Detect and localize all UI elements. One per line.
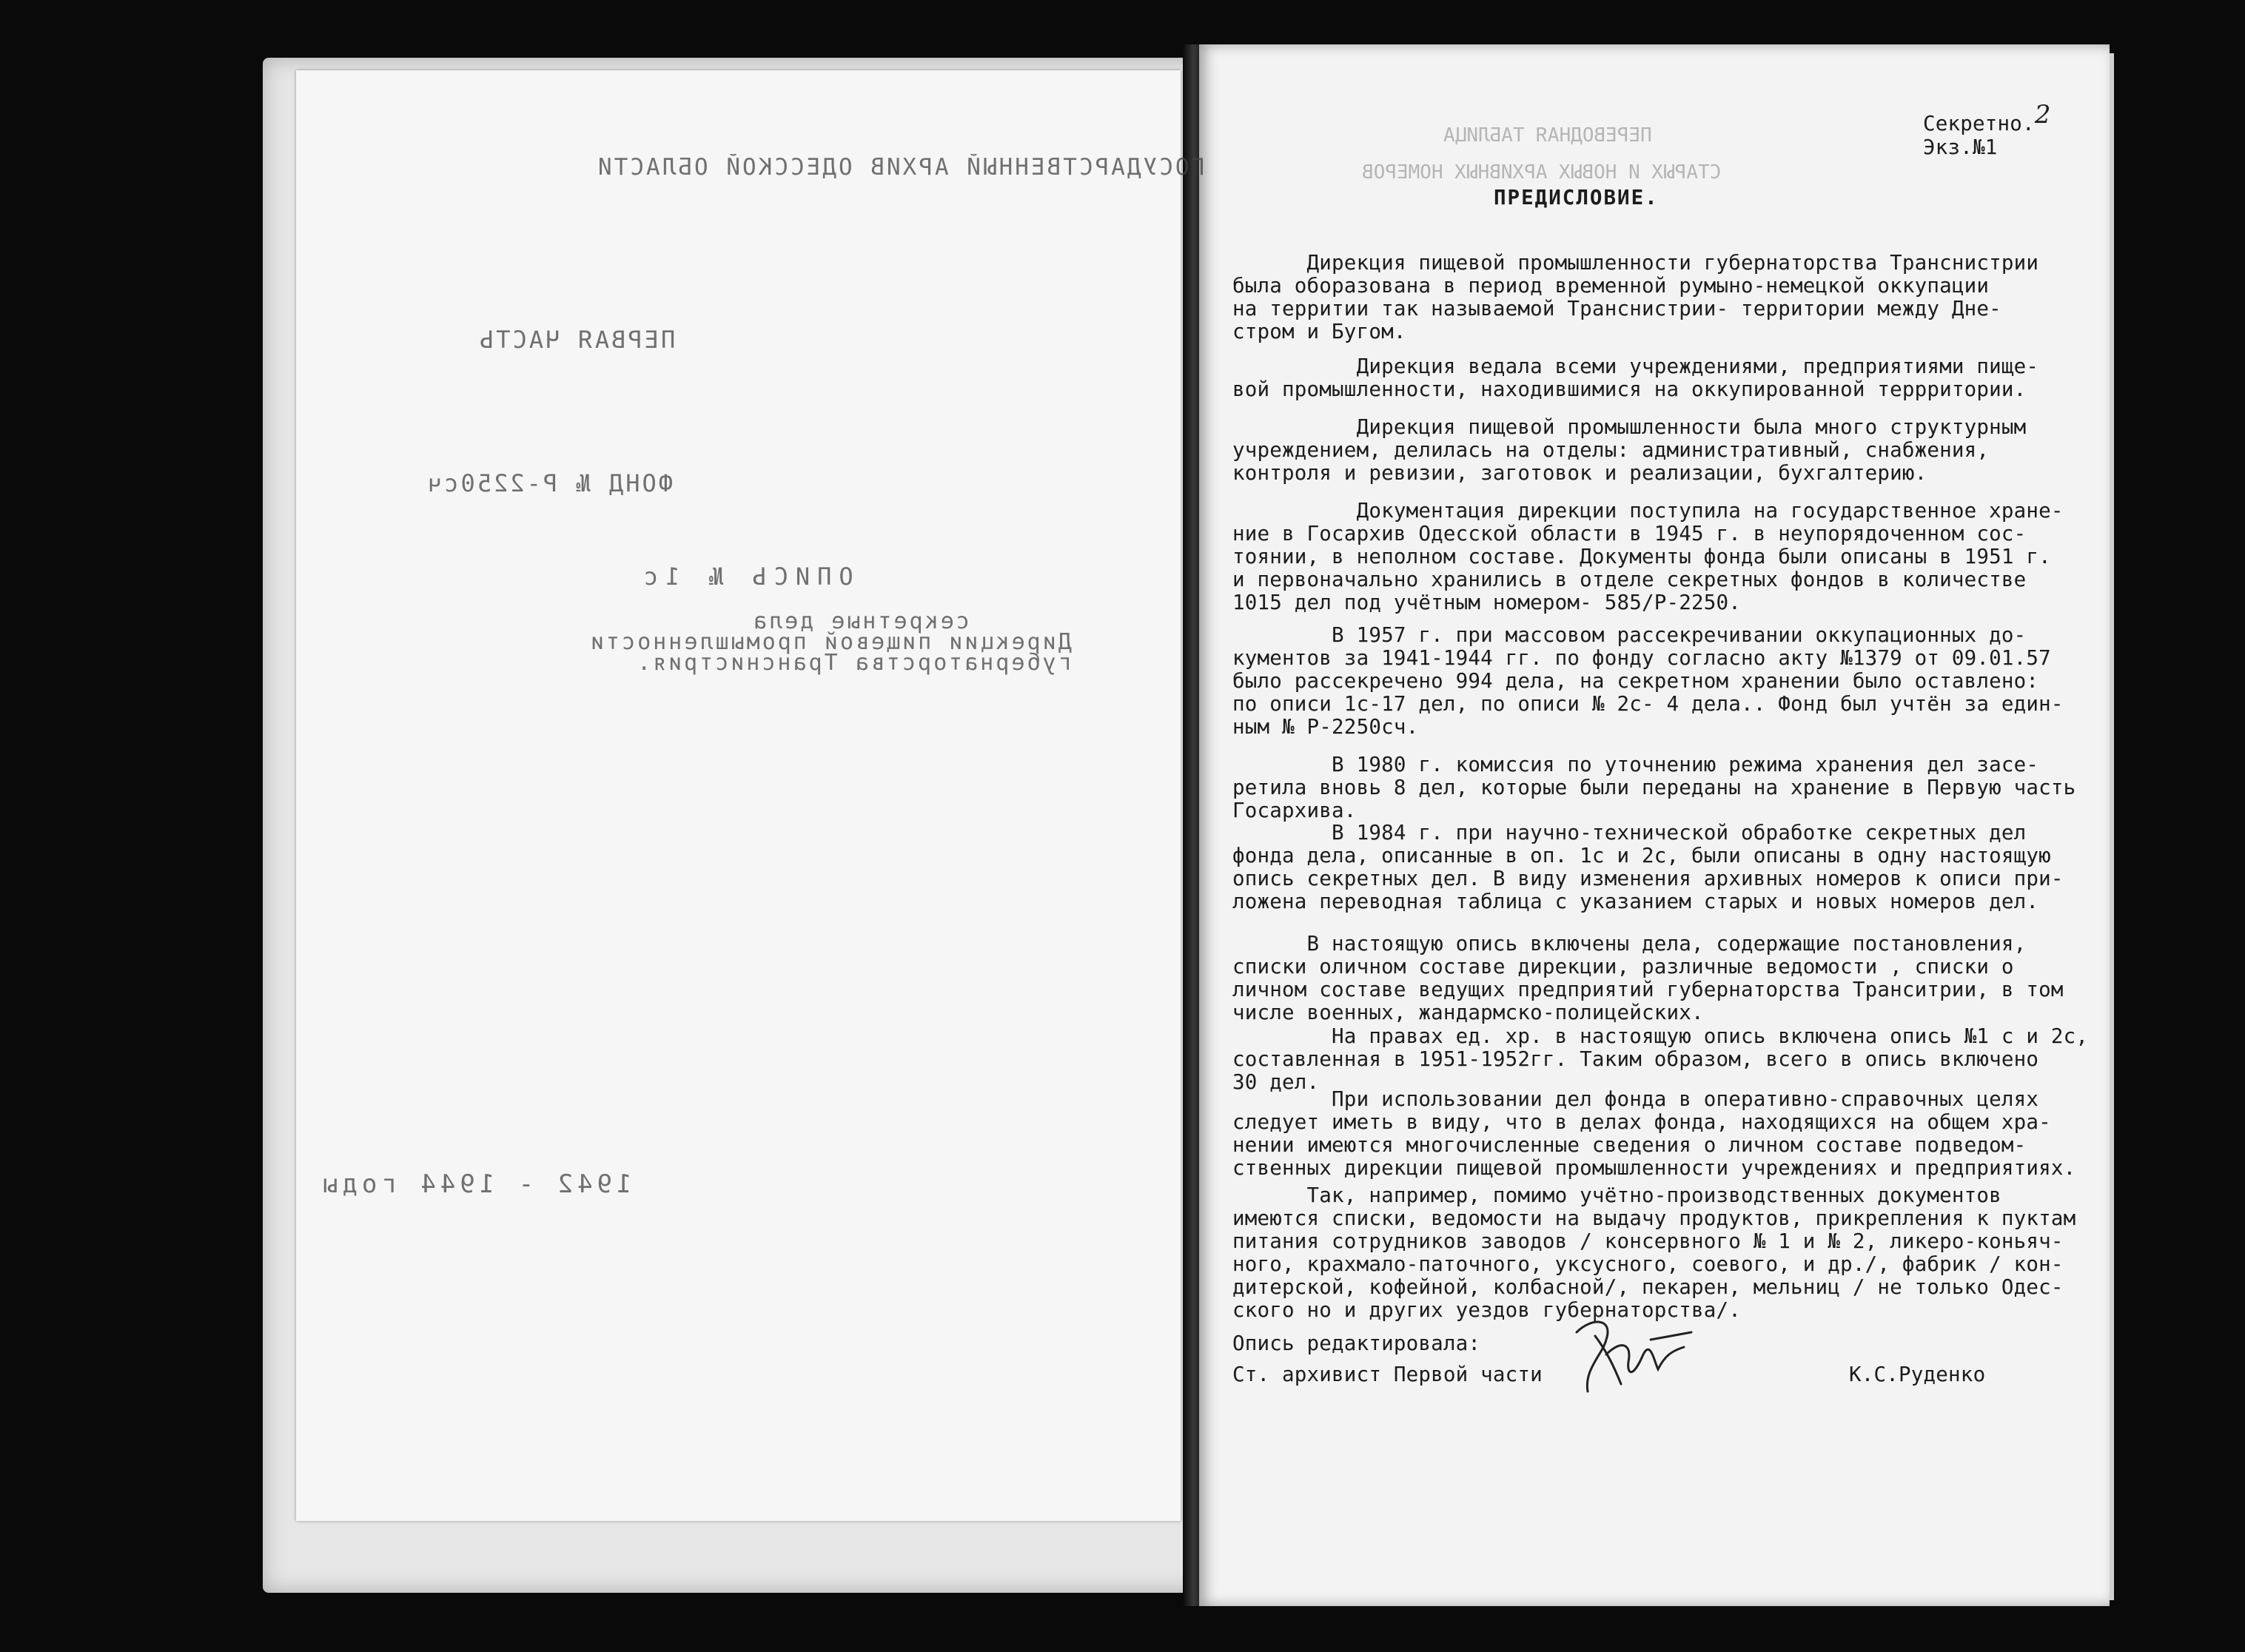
page-edge [2110,53,2114,1600]
paragraph-11: Так, например, помимо учётно-производственных документов имеются списки, ведомости на выдачу продуктов, прикрепления к пуктам питания сотрудников заводов / консервного № 1 и № 2, ликеро-коньяч- ного, крахмало-паточного, уксусного, соевого, и др./, фабрик / кон- дитерской, кофейной, колбасной/, пекарен, мельниц / не только Одес- ского но и других уездов губернаторства/. [1232,1183,2076,1323]
subtitle-line-3: губернаторства Транснистрия. [635,650,1072,676]
signature-title: Ст. архивист Первой части [1232,1363,1543,1386]
paragraph-2: Дирекция ведала всеми учреждениями, предприятиями пище- вой промышленности, находившимися на оккупированной террритории. [1232,355,2039,402]
paragraph-9: На правах ед. хр. в настоящую опись включена опись №1 с и 2с, составленная в 1951-1952гг. Таким образом, всего в опись включено 30 дел. [1232,1024,2089,1095]
years-range: 1942 - 1944 годы [318,1169,632,1199]
paragraph-1: Дирекция пищевой промышленности губернаторства Транснистрии была оборазована в период временной румыно-немецкой оккупации на территии так называемой Транснистрии- территории между Дне- стром и Бугом. [1232,251,2039,344]
paragraph-5: В 1957 г. при массовом рассекречивании оккупационных до- кументов за 1941-1944 гг. по фонду согласно акту №1379 от 09.01.57 было рассекречено 994 дела, на секретном хранении было оставлено: по описи 1с-17 дел, по описи № 2с- 4 дела.. Фонд был учтён за един- ным № Р-2250сч. [1232,623,2064,739]
paragraph-8: В настоящую опись включены дела, содержащие постановления, списки оличном составе дирекции, различные ведомости , списки о личном составе ведущих предприятий губернаторства Транситрии, в том числе военных, жандармско-полицейских. [1232,932,2064,1025]
paragraph-6: В 1980 г. комиссия по уточнению режима хранения дел засе- ретила вновь 8 дел, которые были переданы на хранение в Первую часть Госархива. [1232,753,2076,823]
subtitle-line-2: Дирекции пищевой промышленности [588,629,1072,655]
secrecy-stamp [1923,100,2051,160]
signature-label: Опись редактировала: [1232,1332,1481,1355]
handwritten-signature-icon [1562,1310,1710,1406]
document-heading: ПРЕДИСЛОВИЕ. [1494,186,1659,209]
page-number: 2 [2034,100,2051,130]
subtitle-line-1: секретные дела [751,608,970,634]
secrecy-label: Секретно. [1923,112,2035,135]
paragraph-3: Дирекция пищевой промышленности была много структурным учреждением, делилась на отделы: административный, снабжения, контроля и ревизии, заготовок и реализации, бухгалтерию. [1232,415,2027,486]
part-label: ПЕРВАЯ ЧАСТЬ [477,326,676,354]
archive-name: ГОСУДАРСТВЕННЫЙ АРХИВ ОДЕССКОЙ ОБЛАСТИ [596,154,1206,181]
left-page [296,70,1181,1521]
ghost-text-1: ПЕРЕВОДНАЯ ТАБЛИЦА [1443,124,1652,147]
opis-number: ОПИСЬ № 1с [637,563,853,591]
paragraph-4: Документация дирекции поступила на государственное хране- ние в Госархив Одесской области в 1945 г. в неупорядоченном сос- тоянии, в неполном составе. Документы фонда были описаны в 1951 г. и первоначально хранились в отделе секретных фондов в количестве 1015 дел под учётным номером- 585/Р-2250. [1232,499,2064,615]
paragraph-7: В 1984 г. при научно-технической обработке секретных дел фонда дела, описанные в оп. 1с и 2с, были описаны в одну настоящую опись секретных дел. В виду изменения архивных номеров к описи при- ложена переводная таблица с указанием старых и новых номеров дел. [1232,821,2064,914]
ghost-text-2: СТАРЫХ И НОВЫХ АРХИВНЫХ НОМЕРОВ [1362,161,1722,184]
paragraph-10: При использовании дел фонда в оперативно-справочных целях следует иметь в виду, что в делах фонда, находящихся на общем хра- нении имеются многочисленные сведения о личном составе подведом- ственных дирекции пищевой промышленности учреждениях и предприятиях. [1232,1087,2076,1181]
fond-number: ФОНД № Р-2250сч [426,469,673,497]
copy-number: Экз.№1 [1923,135,1998,160]
signature-name: К.С.Руденко [1849,1363,1986,1386]
